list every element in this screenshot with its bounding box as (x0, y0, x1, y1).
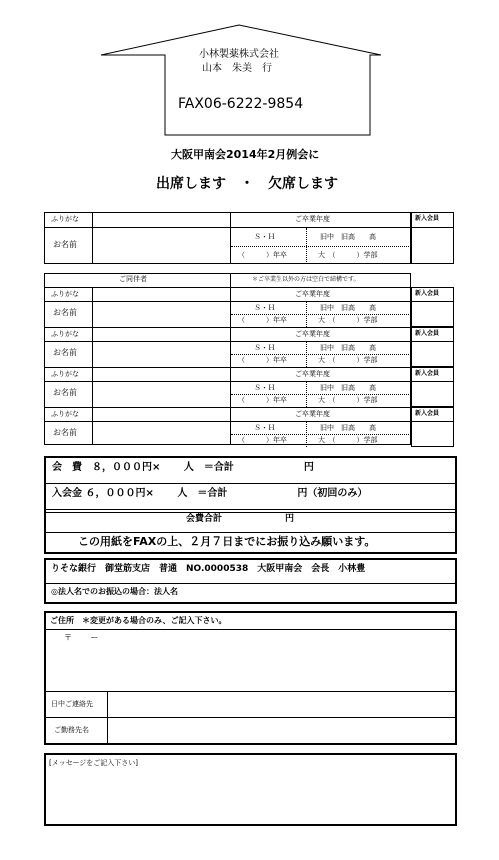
join-fee-line[interactable]: 入会金 ６，０００円× 人 ＝合計 円（初回のみ） (52, 488, 368, 499)
era-label: Ｓ・Ｈ (254, 304, 275, 312)
page-title: 大阪甲南会2014年2月例会に (171, 148, 320, 161)
companion-furigana-input[interactable] (93, 368, 229, 381)
year-grad-field[interactable]: （ ）年卒 (238, 316, 287, 324)
companion-name-input[interactable] (93, 422, 229, 446)
univ-dept-field[interactable]: 大 （ ）学部 (318, 356, 378, 364)
companion-row (44, 407, 454, 447)
addressee: 山本 朱美 行 (202, 63, 272, 74)
companion-furigana-input[interactable] (93, 288, 229, 301)
furigana-label: ふりがな (51, 330, 79, 338)
era-label: Ｓ・Ｈ (254, 424, 275, 432)
daytime-contact-input[interactable] (108, 692, 453, 716)
companions-header: ご同伴者 (119, 275, 147, 283)
fee-line[interactable]: 会 費 ８，０００円× 人 ＝合計 円 (52, 462, 314, 473)
new-member-label: 新入会員 (415, 410, 440, 417)
furigana-input[interactable] (93, 213, 229, 227)
year-grad-field[interactable]: （ ）年卒 (238, 396, 287, 404)
workplace-label: ご勤務先名 (54, 726, 89, 734)
message-label: [メッセージをご記入下さい] (49, 759, 139, 767)
univ-dept-field[interactable]: 大 （ ）学部 (318, 316, 378, 324)
fax-number: FAX06-6222-9854 (178, 96, 304, 112)
address-input[interactable] (48, 628, 453, 688)
grad-year-label: ご卒業年度 (295, 330, 330, 338)
univ-dept-field[interactable]: 大 （ ）学部 (318, 251, 378, 259)
daytime-contact-label: 日中ご連絡先 (51, 700, 93, 708)
address-label: ご住所 ＊変更がある場合のみ、ご記入下さい。 (50, 616, 227, 625)
grad-year-label: ご卒業年度 (295, 410, 330, 418)
name-label: お名前 (53, 240, 77, 249)
old-schools-label: 旧中 旧高 高 (320, 233, 376, 241)
companion-name-input[interactable] (93, 302, 229, 326)
fax-header-arrow (100, 24, 382, 136)
era-label: Ｓ・Ｈ (254, 344, 275, 352)
new-member-label: 新入会員 (415, 215, 440, 222)
new-member-label: 新入会員 (415, 290, 440, 297)
furigana-label: ふりがな (51, 410, 79, 418)
companion-name-input[interactable] (93, 342, 229, 366)
year-grad-field[interactable]: （ ）年卒 (238, 436, 287, 444)
companion-row (44, 287, 454, 327)
attendance-choice[interactable]: 出席します ・ 欠席します (156, 176, 338, 192)
grad-year-label: ご卒業年度 (295, 290, 330, 298)
member-table (44, 212, 454, 264)
companion-furigana-input[interactable] (93, 408, 229, 421)
corporate-name-note[interactable]: ◎法人名でのお振込の場合：法人名 (51, 587, 178, 596)
notice-text: この用紙をFAXの上、２月７日までにお振り込み願います。 (78, 535, 376, 548)
furigana-label: ふりがな (51, 290, 79, 298)
workplace-input[interactable] (108, 718, 453, 742)
grad-year-label: ご卒業年度 (295, 370, 330, 378)
old-schools-label: 旧中 旧高 高 (320, 344, 376, 352)
name-label: お名前 (53, 308, 77, 317)
postal-field[interactable]: 〒 ー (64, 633, 99, 642)
companions-note: ＊ご卒業生以外の方は空白で結構です。 (252, 276, 360, 283)
old-schools-label: 旧中 旧高 高 (320, 424, 376, 432)
companion-furigana-input[interactable] (93, 328, 229, 341)
bank-account: りそな銀行 御堂筋支店 普通 NO.0000538 大阪甲南会 会長 小林豊 (51, 564, 366, 574)
univ-dept-field[interactable]: 大 （ ）学部 (318, 396, 378, 404)
new-member-label: 新入会員 (415, 330, 440, 337)
companion-row (44, 367, 454, 407)
year-grad-field[interactable]: （ ）年卒 (238, 251, 287, 259)
furigana-label: ふりがな (51, 370, 79, 378)
grad-year-label: ご卒業年度 (295, 215, 330, 223)
companion-row (44, 327, 454, 367)
new-member-label: 新入会員 (415, 370, 440, 377)
era-label: Ｓ・Ｈ (254, 233, 275, 241)
fee-total-line[interactable]: 会費合計 円 (186, 514, 295, 524)
old-schools-label: 旧中 旧高 高 (320, 304, 376, 312)
univ-dept-field[interactable]: 大 （ ）学部 (318, 436, 378, 444)
name-label: お名前 (53, 428, 77, 437)
company-name: 小林製薬株式会社 (199, 49, 279, 60)
name-label: お名前 (53, 388, 77, 397)
era-label: Ｓ・Ｈ (254, 384, 275, 392)
year-grad-field[interactable]: （ ）年卒 (238, 356, 287, 364)
furigana-label: ふりがな (51, 215, 79, 223)
companion-name-input[interactable] (93, 382, 229, 406)
name-input[interactable] (93, 228, 229, 263)
old-schools-label: 旧中 旧高 高 (320, 384, 376, 392)
name-label: お名前 (53, 348, 77, 357)
